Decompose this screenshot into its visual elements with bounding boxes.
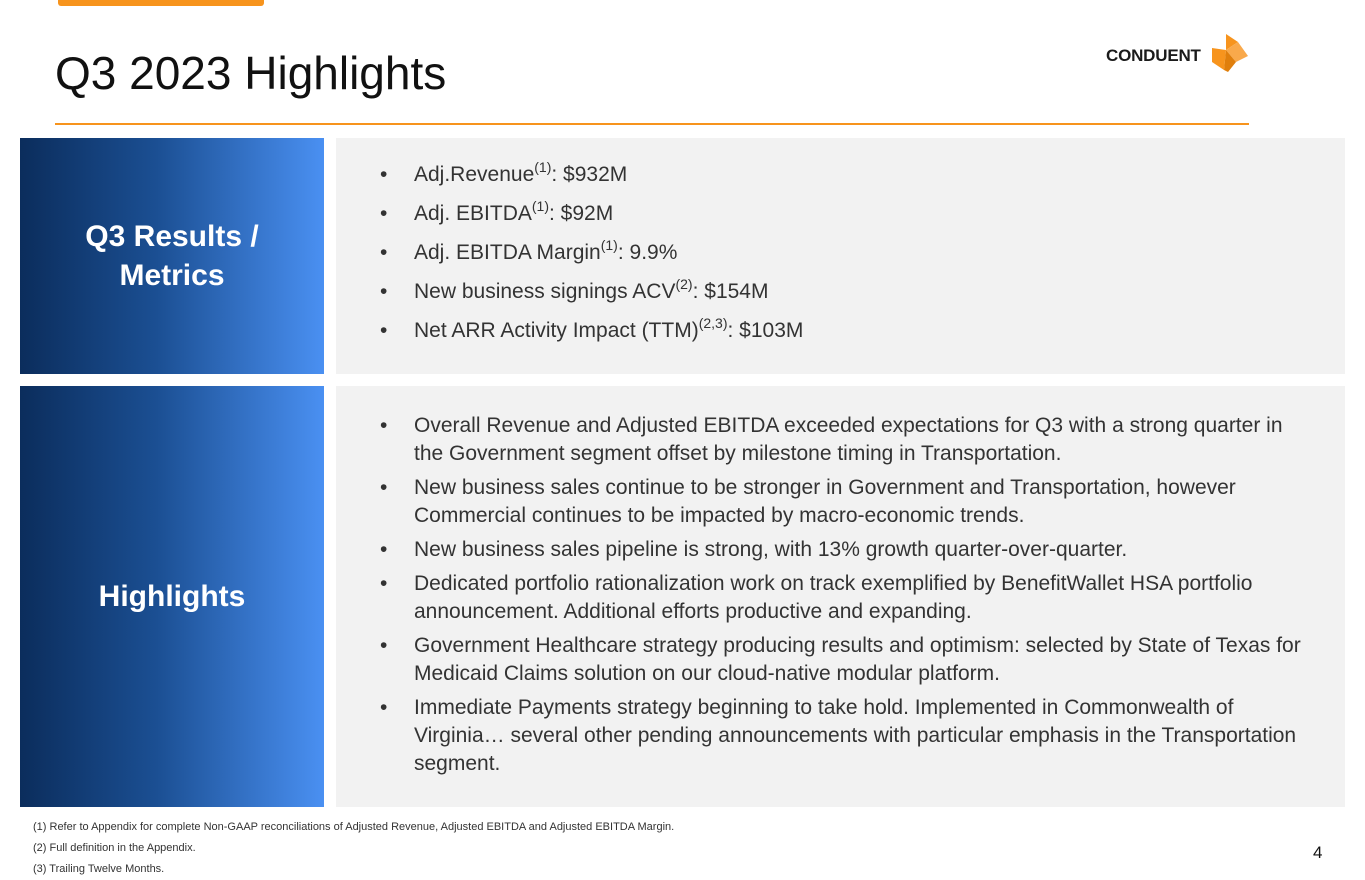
highlight-item: • New business sales pipeline is strong, with 13% growth quarter-over-quarter. [380,536,1305,564]
highlights-content-panel [336,386,1345,807]
highlights-label-panel [20,386,324,807]
metric-item: • Adj.Revenue$^{(1)}$: $932M [380,160,1305,190]
highlight-item: • Overall Revenue and Adjusted EBITDA exceeded expectations for Q3 with a strong quarter in the Government segment offset by milestone timing in Transportation. [380,412,1305,468]
conduent-mark-icon [1210,34,1250,74]
logo-text: CONDUENT [1106,46,1201,65]
metrics-label-line2: Metrics [119,259,225,292]
metric-item: • Adj. EBITDA Margin$^{(1)}$: 9.9% [380,238,1305,268]
footnote: (2) Full definition in the Appendix. [33,842,196,854]
metrics-label-panel [20,138,324,374]
footnotes [33,817,674,880]
metric-item: • Adj. EBITDA$^{(1)}$: $92M [380,199,1305,229]
metric-item: • New business signings ACV$^{(2)}$: $154M [380,277,1305,307]
highlight-item: • Dedicated portfolio rationalization work on track exemplified by BenefitWallet HSA portfolio announcement. Additional efforts productive and expanding. [380,570,1305,626]
highlight-item: • Immediate Payments strategy beginning to take hold. Implemented in Commonwealth of Virginia… several other pending announcements with particular emphasis in the Transportation segment. [380,694,1305,778]
page-title: Q3 2023 Highlights [55,47,447,99]
metrics-list [380,160,1305,355]
footnote: (3) Trailing Twelve Months. [33,863,165,875]
conduent-logo [1106,34,1250,74]
metrics-label-line1: Q3 Results / [85,220,259,253]
page-number: 4 [1313,843,1323,862]
highlights-label: Highlights [98,580,246,613]
metric-item: • Net ARR Activity Impact (TTM)$^{(2,3)}$: $103M [380,316,1305,346]
highlight-item: • Government Healthcare strategy producing results and optimism: selected by State of Texas for Medicaid Claims solution on our cloud-native modular platform. [380,632,1305,688]
footnote: (1) Refer to Appendix for complete Non-GAAP reconciliations of Adjusted Revenue, Adjusted EBITDA and Adjusted EBITDA Margin. [33,821,675,833]
highlight-item: • New business sales continue to be stronger in Government and Transportation, however Commercial continues to be impacted by macro-economic trends. [380,474,1305,530]
metrics-content-panel [336,138,1345,374]
title-divider [55,123,1249,125]
highlights-list [380,412,1305,784]
top-accent-tab [58,0,264,6]
